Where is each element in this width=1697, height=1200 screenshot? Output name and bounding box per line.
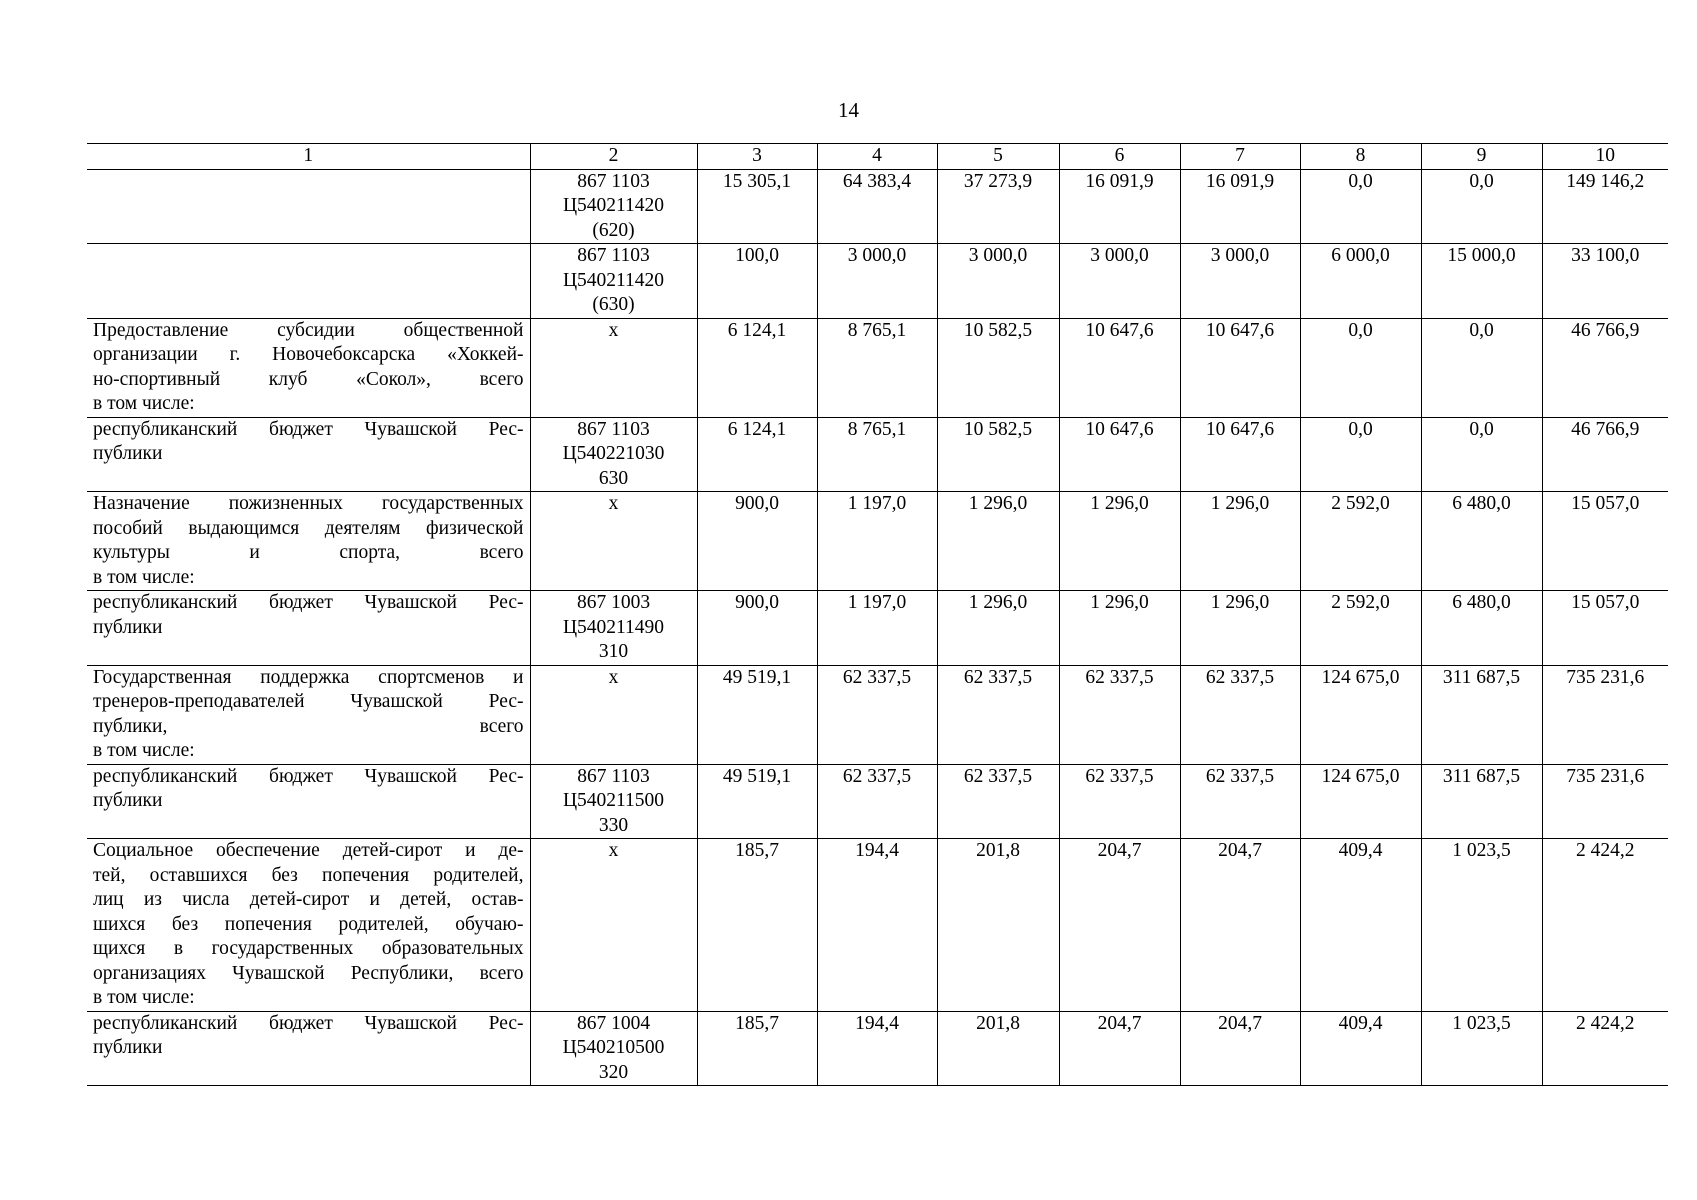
row-name-line: Государственная поддержка спортсменов и [93,666,524,688]
budget-code-line: 867 1003 [576,592,651,613]
row-name-cell [87,839,530,1012]
column-header: 4 [817,144,937,170]
value-cell: 735 231,6 [1542,665,1668,764]
budget-code-line: 867 1004 [576,1012,651,1034]
value-cell: 64 383,4 [817,169,937,244]
row-name-line: публики [93,1037,163,1058]
value-cell: 1 296,0 [1180,591,1300,666]
value-cell: 1 197,0 [817,492,937,591]
row-name-line: публики [93,790,163,811]
budget-code-line: Ц540210500 [562,1037,665,1058]
column-header: 5 [937,144,1059,170]
budget-code-line: Ц540221030 [562,443,665,464]
budget-code-line: 867 1103 [577,170,650,192]
value-cell: 1 296,0 [937,591,1059,666]
value-cell: 149 146,2 [1542,169,1668,244]
value-cell: 1 023,5 [1421,1011,1542,1086]
row-name-line: публики [93,443,163,464]
value-cell: 62 337,5 [1180,764,1300,839]
budget-code-line: 867 1103 [577,418,650,440]
value-cell: 2 592,0 [1300,492,1421,591]
value-cell: 3 000,0 [1180,244,1300,319]
page-number: 14 [838,98,859,122]
budget-code-cell [530,839,697,1012]
value-cell: 15 305,1 [697,169,817,244]
value-cell: 10 582,5 [937,417,1059,492]
column-header: 8 [1300,144,1421,170]
value-cell: 3 000,0 [817,244,937,319]
column-header: 7 [1180,144,1300,170]
row-name-line: организации г. Новочебоксарска «Хоккей- [93,344,524,365]
value-cell: 6 000,0 [1300,244,1421,319]
value-cell: 185,7 [697,839,817,1012]
budget-code-line: х [608,493,619,514]
value-cell: 16 091,9 [1180,169,1300,244]
budget-code-line: 630 [598,467,629,489]
value-cell: 409,4 [1300,839,1421,1012]
column-number-row [87,144,1668,170]
column-header: 1 [87,144,530,170]
row-name-cell [87,764,530,839]
value-cell: 62 337,5 [817,764,937,839]
row-name-line: Социальное обеспечение детей-сирот и де- [93,840,524,861]
column-header: 2 [530,144,697,170]
value-cell: 62 337,5 [937,665,1059,764]
row-name-line: республиканский бюджет Чувашской Рес- [93,765,524,787]
row-name-line: шихся без попечения родителей, обучаю- [93,913,524,935]
value-cell: 46 766,9 [1542,417,1668,492]
budget-code-line: (620) [592,219,635,241]
value-cell: 194,4 [817,839,937,1012]
value-cell: 15 057,0 [1542,591,1668,666]
value-cell: 0,0 [1421,417,1542,492]
column-header: 6 [1059,144,1180,170]
row-name-line: Назначение пожизненных государственных [93,493,524,514]
budget-code-line: Ц540211420 [562,195,665,216]
table-row [87,764,1668,839]
row-name-line: публики [93,616,163,638]
row-name-line: в том числе: [93,393,195,414]
budget-code-cell [530,417,697,492]
value-cell: 735 231,6 [1542,764,1668,839]
row-name-line: республиканский бюджет Чувашской Рес- [93,1012,524,1034]
value-cell: 1 197,0 [817,591,937,666]
table-row [87,839,1668,1012]
row-name-line: в том числе: [93,566,195,588]
value-cell: 0,0 [1421,169,1542,244]
row-name-cell [87,591,530,666]
budget-code-cell [530,244,697,319]
value-cell: 1 023,5 [1421,839,1542,1012]
value-cell: 1 296,0 [1059,591,1180,666]
value-cell: 15 057,0 [1542,492,1668,591]
column-header: 3 [697,144,817,170]
row-name-line: культуры и спорта, всего [93,542,524,563]
budget-code-cell [530,492,697,591]
row-name-line: щихся в государственных образовательных [93,938,524,959]
row-name-line: в том числе: [93,740,195,761]
budget-table [87,143,1668,1086]
value-cell: 6 480,0 [1421,591,1542,666]
table-row [87,665,1668,764]
budget-code-cell [530,591,697,666]
value-cell: 2 592,0 [1300,591,1421,666]
row-name-cell [87,1011,530,1086]
row-name-cell [87,665,530,764]
value-cell: 62 337,5 [1059,665,1180,764]
budget-code-cell [530,169,697,244]
value-cell: 8 765,1 [817,318,937,417]
value-cell: 1 296,0 [1180,492,1300,591]
row-name-line: публики, всего [93,715,524,737]
value-cell: 37 273,9 [937,169,1059,244]
value-cell: 204,7 [1180,1011,1300,1086]
value-cell: 8 765,1 [817,417,937,492]
value-cell: 49 519,1 [697,764,817,839]
value-cell: 204,7 [1180,839,1300,1012]
row-name-line: организациях Чувашской Республики, всего [93,962,524,984]
value-cell: 46 766,9 [1542,318,1668,417]
value-cell: 3 000,0 [1059,244,1180,319]
budget-code-cell [530,1011,697,1086]
value-cell: 409,4 [1300,1011,1421,1086]
value-cell: 10 647,6 [1059,417,1180,492]
budget-code-line: (630) [592,294,635,315]
table-body [87,169,1668,1086]
value-cell: 49 519,1 [697,665,817,764]
value-cell: 100,0 [697,244,817,319]
value-cell: 6 480,0 [1421,492,1542,591]
row-name-line: лиц из числа детей-сирот и детей, остав- [93,889,524,910]
row-name-cell [87,417,530,492]
value-cell: 185,7 [697,1011,817,1086]
row-name-line: тренеров-преподавателей Чувашской Рес- [93,691,524,712]
value-cell: 0,0 [1300,417,1421,492]
value-cell: 204,7 [1059,1011,1180,1086]
value-cell: 15 000,0 [1421,244,1542,319]
budget-code-cell [530,318,697,417]
value-cell: 0,0 [1300,318,1421,417]
value-cell: 1 296,0 [1059,492,1180,591]
value-cell: 62 337,5 [1180,665,1300,764]
value-cell: 62 337,5 [1059,764,1180,839]
row-name-cell [87,169,530,244]
value-cell: 10 647,6 [1180,417,1300,492]
budget-code-line: х [608,840,619,861]
value-cell: 0,0 [1421,318,1542,417]
budget-code-line: 320 [598,1061,629,1083]
row-name-line: в том числе: [93,987,195,1008]
row-name-line: республиканский бюджет Чувашской Рес- [93,418,524,440]
value-cell: 204,7 [1059,839,1180,1012]
value-cell: 62 337,5 [817,665,937,764]
budget-code-line: 310 [598,641,629,662]
row-name-line: тей, оставшихся без попечения родителей, [93,864,524,886]
row-name-line: Предоставление субсидии общественной [93,319,524,341]
table-row [87,1011,1668,1086]
value-cell: 16 091,9 [1059,169,1180,244]
value-cell: 201,8 [937,839,1059,1012]
row-name-line: но-спортивный клуб «Сокол», всего [93,368,524,390]
value-cell: 124 675,0 [1300,764,1421,839]
value-cell: 6 124,1 [697,417,817,492]
value-cell: 900,0 [697,492,817,591]
value-cell: 3 000,0 [937,244,1059,319]
value-cell: 2 424,2 [1542,839,1668,1012]
budget-code-line: Ц540211420 [562,269,665,291]
table-row [87,417,1668,492]
value-cell: 124 675,0 [1300,665,1421,764]
row-name-cell [87,492,530,591]
table-row [87,169,1668,244]
value-cell: 311 687,5 [1421,764,1542,839]
table-row [87,492,1668,591]
budget-code-cell [530,665,697,764]
value-cell: 900,0 [697,591,817,666]
value-cell: 33 100,0 [1542,244,1668,319]
budget-code-line: х [608,319,619,341]
value-cell: 10 582,5 [937,318,1059,417]
value-cell: 62 337,5 [937,764,1059,839]
table-row [87,244,1668,319]
row-name-cell [87,318,530,417]
table-row [87,591,1668,666]
value-cell: 311 687,5 [1421,665,1542,764]
value-cell: 194,4 [817,1011,937,1086]
budget-code-line: 330 [598,814,629,836]
row-name-line: пособий выдающимся деятелям физической [93,517,524,539]
row-name-cell [87,244,530,319]
row-name-line: республиканский бюджет Чувашской Рес- [93,592,524,613]
column-header: 10 [1542,144,1668,170]
value-cell: 201,8 [937,1011,1059,1086]
value-cell: 10 647,6 [1180,318,1300,417]
value-cell: 0,0 [1300,169,1421,244]
value-cell: 10 647,6 [1059,318,1180,417]
budget-code-line: Ц540211490 [562,616,665,638]
value-cell: 1 296,0 [937,492,1059,591]
budget-code-line: Ц540211500 [562,790,665,811]
table-row [87,318,1668,417]
budget-code-cell [530,764,697,839]
budget-code-line: х [608,666,619,688]
budget-code-line: 867 1103 [577,245,650,266]
value-cell: 2 424,2 [1542,1011,1668,1086]
column-header: 9 [1421,144,1542,170]
value-cell: 6 124,1 [697,318,817,417]
budget-code-line: 867 1103 [577,765,650,787]
